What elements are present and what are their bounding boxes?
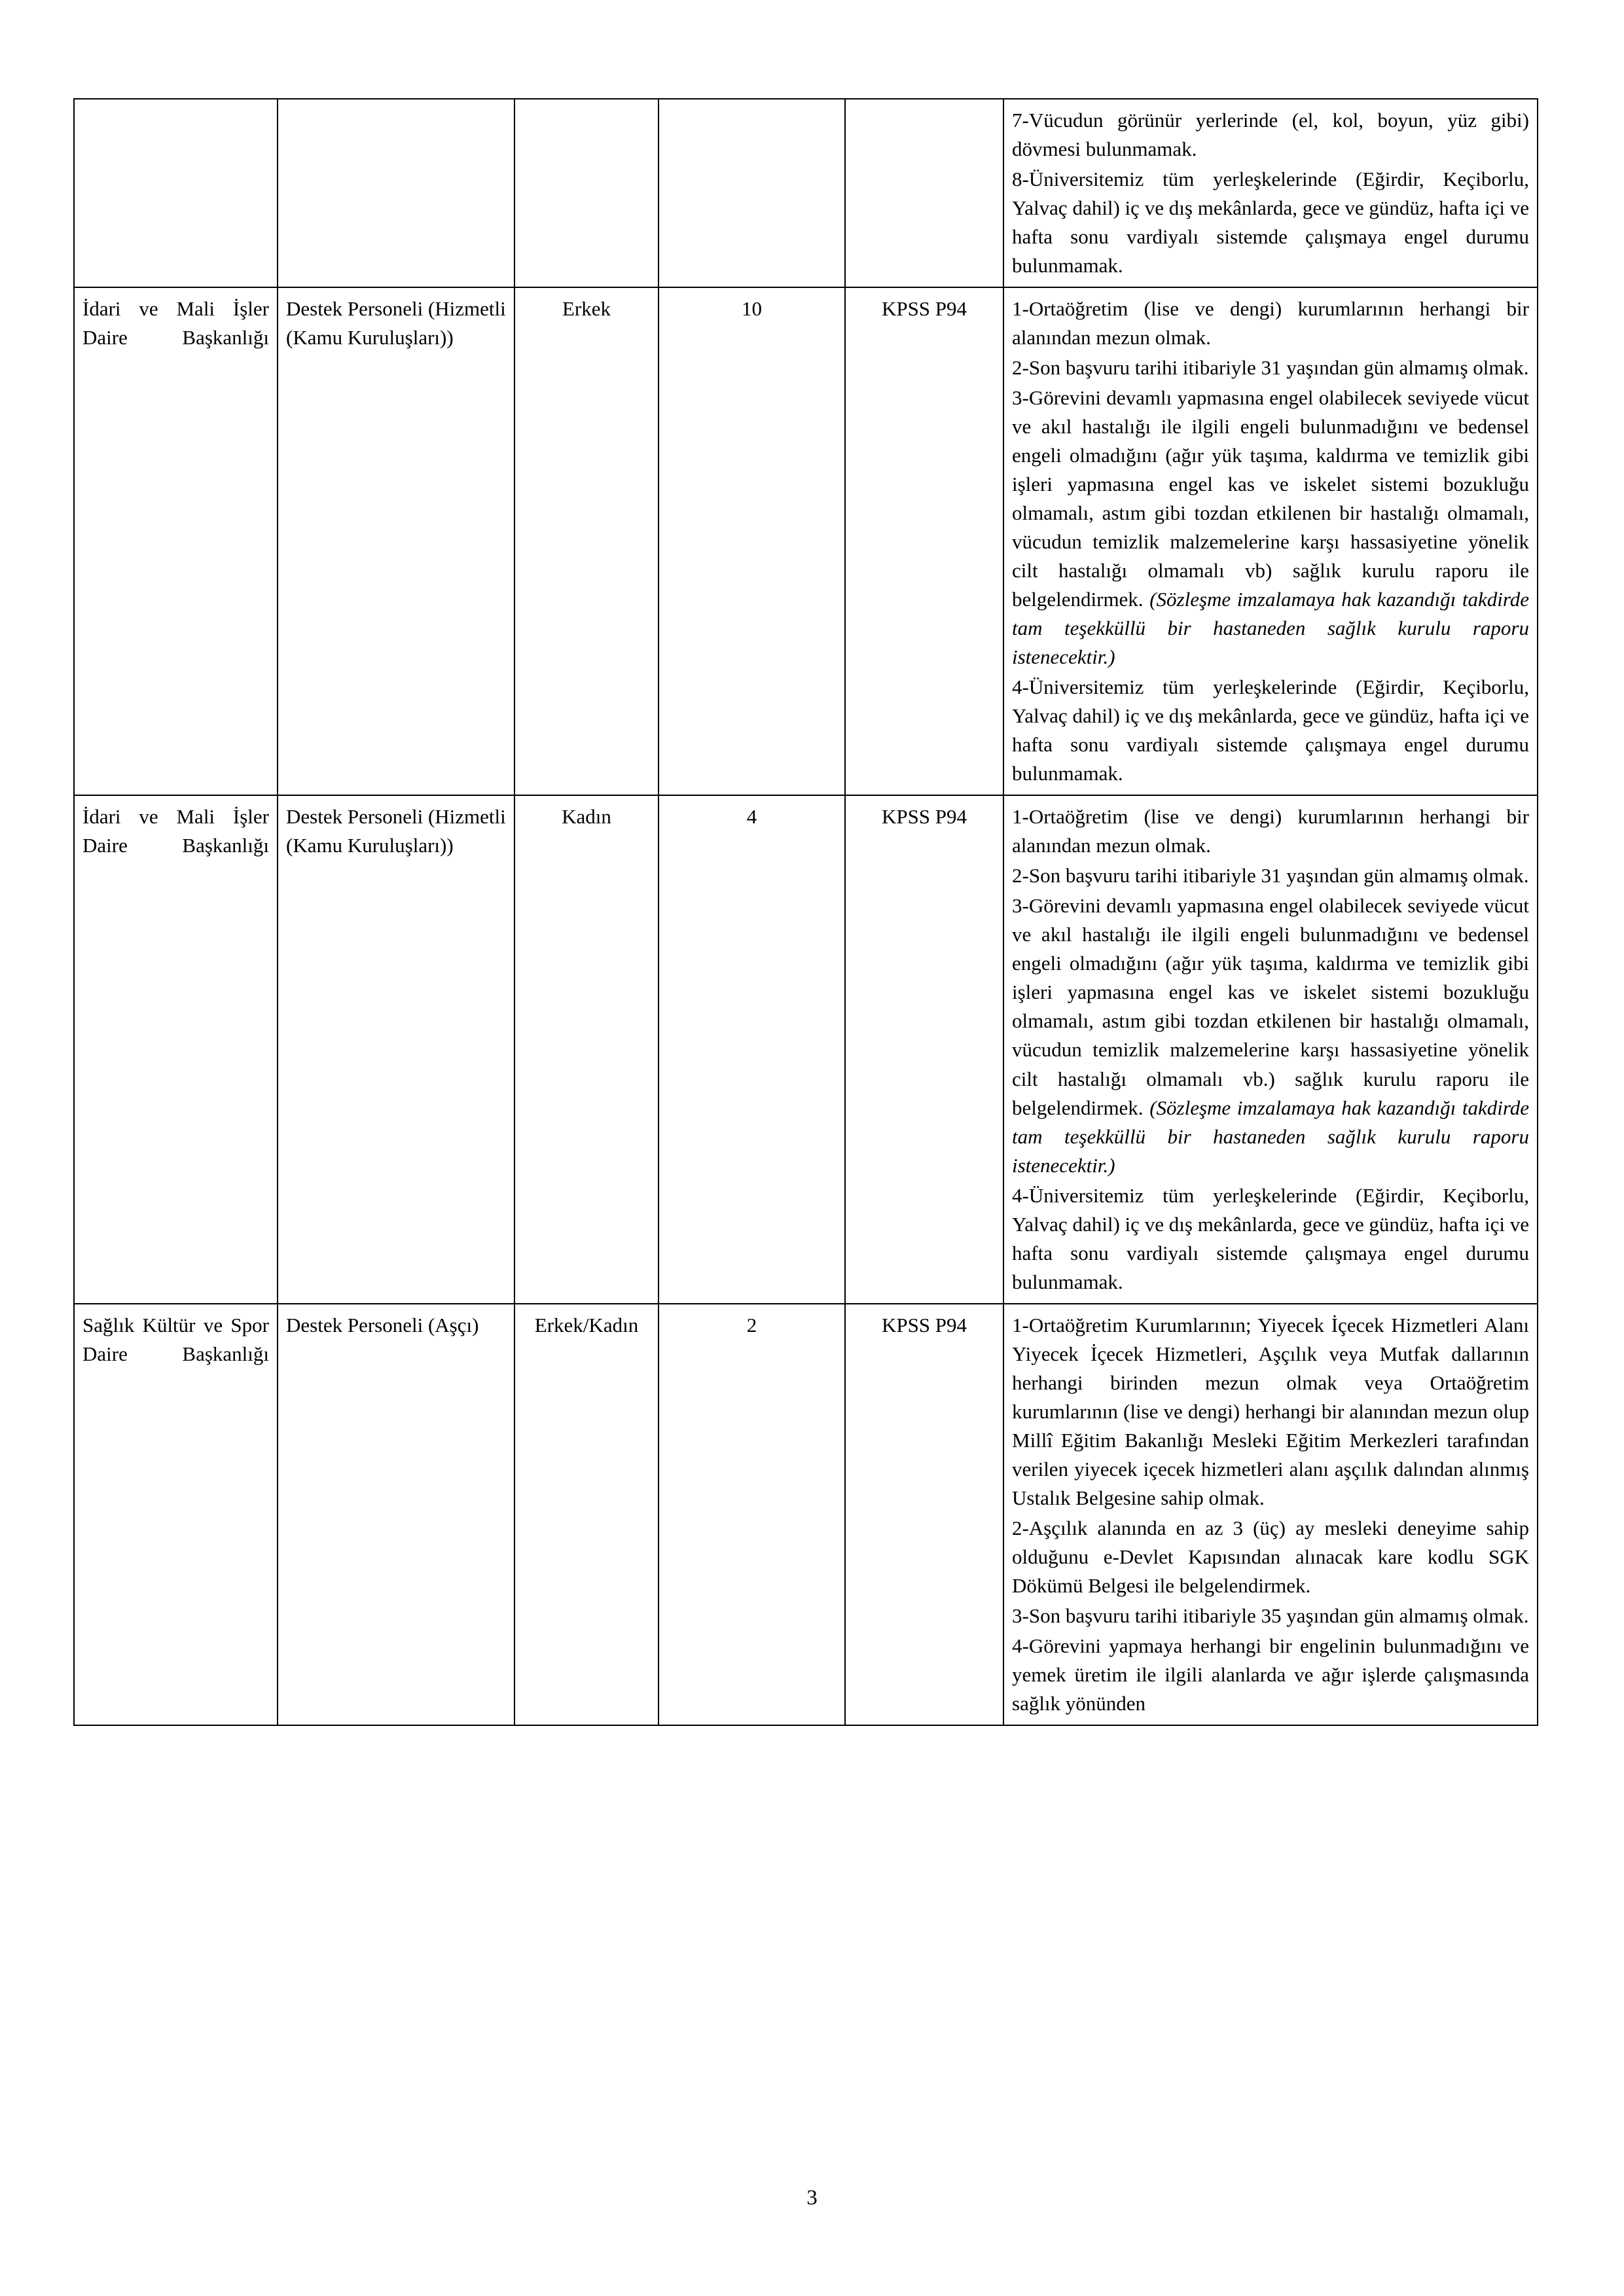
condition-item: 4-Üniversitemiz tüm yerleşkelerinde (Eğirdir, Keçiborlu, Yalvaç dahil) iç ve dış mekânlarda, gece ve gündüz, hafta içi ve hafta sonu vardiyalı sistemde çalışmaya engel durumu bulunmamak. (1012, 675, 1529, 785)
unit-text: Sağlık Kültür ve Spor Daire Başkanlığı (82, 1313, 269, 1365)
score-text: KPSS P94 (881, 805, 967, 829)
condition-item: 3-Son başvuru tarihi itibariyle 35 yaşından gün almamış olmak. (1012, 1604, 1529, 1627)
cell-gender (514, 1304, 659, 1725)
cell-conditions (1003, 287, 1538, 795)
table-row (74, 287, 1538, 795)
condition-item: 4-Görevini yapmaya herhangi bir engelinin bulunmadığını ve yemek üretim ile ilgili alanlarda ve ağır işlerde çalışmasında sağlık yönünden (1012, 1634, 1529, 1715)
condition-item: 4-Üniversitemiz tüm yerleşkelerinde (Eğirdir, Keçiborlu, Yalvaç dahil) iç ve dış mekânlarda, gece ve gündüz, hafta içi ve hafta sonu vardiyalı sistemde çalışmaya engel durumu bulunmamak. (1012, 1183, 1529, 1293)
condition-text: 3-Görevini devamlı yapmasına engel olabilecek seviyede vücut ve akıl hastalığı ile ilgili engeli bulunmadığını ve bedensel engeli olmadığını (ağır yük taşıma, kaldırma ve temizlik gibi işleri yapmasına engel kas ve iskelet sistemi bozukluğu olmamalı, astım gibi tozdan etkilenen bir hastalığı olmamalı, vücudun temizlik malzemelerine karşı hassasiyetine yönelik cilt hastalığı olmamalı vb) sağlık kurulu raporu ile belgelendirmek. (1012, 386, 1529, 611)
condition-item: 2-Son başvuru tarihi itibariyle 31 yaşından gün almamış olmak. (1012, 356, 1529, 380)
gender-text: Erkek (562, 297, 611, 321)
score-text: KPSS P94 (881, 1313, 967, 1336)
cell-score (845, 99, 1003, 287)
cell-unit (74, 287, 278, 795)
cell-score (845, 1304, 1003, 1725)
cell-score (845, 795, 1003, 1303)
title-text: Destek Personeli (Aşçı) (286, 1313, 479, 1336)
condition-note-italic: (Sözleşme imzalamaya hak kazandığı takdirde tam teşekküllü bir hastaneden sağlık kurulu raporu istenecektir.) (1012, 1096, 1529, 1177)
cell-unit (74, 99, 278, 287)
condition-note-italic: (Sözleşme imzalamaya hak kazandığı takdirde tam teşekküllü bir hastaneden sağlık kurulu raporu istenecektir.) (1012, 588, 1529, 669)
cell-title (278, 99, 514, 287)
cell-conditions (1003, 99, 1538, 287)
condition-text: 3-Görevini devamlı yapmasına engel olabilecek seviyede vücut ve akıl hastalığı ile ilgili engeli bulunmadığını ve bedensel engeli olmadığını (ağır yük taşıma, kaldırma ve temizlik gibi işleri yapmasına engel kas ve iskelet sistemi bozukluğu olmamalı, astım gibi tozdan etkilenen bir hastalığı olmamalı, vücudun temizlik malzemelerine karşı hassasiyetine yönelik cilt hastalığı olmamalı vb.) sağlık kurulu raporu ile belgelendirmek. (1012, 894, 1529, 1119)
table-body (74, 99, 1538, 1725)
cell-score (845, 287, 1003, 795)
cell-count (659, 1304, 845, 1725)
condition-item: 1-Ortaöğretim Kurumlarının; Yiyecek İçecek Hizmetleri Alanı Yiyecek İçecek Hizmetleri, Aşçılık veya Mutfak dallarının herhangi birinden mezun olmak veya Ortaöğretim kurumlarının (lise ve dengi) herhangi bir alanından mezun olup Millî Eğitim Bakanlığı Mesleki Eğitim Merkezleri tarafından verilen yiyecek içecek hizmetleri alanı aşçılık dalından alınmış Ustalık Belgesine sahip olmak. (1012, 1313, 1529, 1509)
unit-text: İdari ve Mali İşler Daire Başkanlığı (82, 297, 269, 350)
condition-item: 8-Üniversitemiz tüm yerleşkelerinde (Eğirdir, Keçiborlu, Yalvaç dahil) iç ve dış mekânlarda, gece ve gündüz, hafta içi ve hafta sonu vardiyalı sistemde çalışmaya engel durumu bulunmamak. (1012, 168, 1529, 278)
cell-title (278, 287, 514, 795)
table-row (74, 795, 1538, 1303)
cell-count (659, 99, 845, 287)
cell-count (659, 287, 845, 795)
gender-text: Kadın (562, 805, 611, 829)
cell-gender (514, 99, 659, 287)
cell-unit (74, 1304, 278, 1725)
gender-text: Erkek/Kadın (534, 1313, 639, 1336)
condition-item: 2-Son başvuru tarihi itibariyle 31 yaşından gün almamış olmak. (1012, 864, 1529, 888)
cell-conditions (1003, 1304, 1538, 1725)
count-text: 10 (742, 297, 762, 321)
condition-item (1012, 891, 1529, 1179)
condition-item: 2-Aşçılık alanında en az 3 (üç) ay mesleki deneyime sahip olduğunu e-Devlet Kapısından alınacak kare kodlu SGK Dökümü Belgesi ile belgelendirmek. (1012, 1516, 1529, 1597)
count-text: 2 (746, 1313, 757, 1336)
score-text: KPSS P94 (881, 297, 967, 321)
condition-item (1012, 384, 1529, 672)
condition-item: 1-Ortaöğretim (lise ve dengi) kurumlarının herhangi bir alanından mezun olmak. (1012, 805, 1529, 857)
cell-count (659, 795, 845, 1303)
cell-gender (514, 795, 659, 1303)
title-text: Destek Personeli (Hizmetli (Kamu Kuruluşları)) (286, 297, 506, 350)
table-row (74, 99, 1538, 287)
table-row (74, 1304, 1538, 1725)
cell-title (278, 1304, 514, 1725)
cell-conditions (1003, 795, 1538, 1303)
page-number: 3 (806, 2186, 818, 2210)
job-positions-table (73, 98, 1538, 1726)
count-text: 4 (746, 805, 757, 829)
cell-unit (74, 795, 278, 1303)
title-text: Destek Personeli (Hizmetli (Kamu Kuruluşları)) (286, 805, 506, 857)
cell-title (278, 795, 514, 1303)
condition-item: 7-Vücudun görünür yerlerinde (el, kol, boyun, yüz gibi) dövmesi bulunmamak. (1012, 109, 1529, 161)
cell-gender (514, 287, 659, 795)
unit-text: İdari ve Mali İşler Daire Başkanlığı (82, 805, 269, 857)
condition-item: 1-Ortaöğretim (lise ve dengi) kurumlarının herhangi bir alanından mezun olmak. (1012, 297, 1529, 350)
